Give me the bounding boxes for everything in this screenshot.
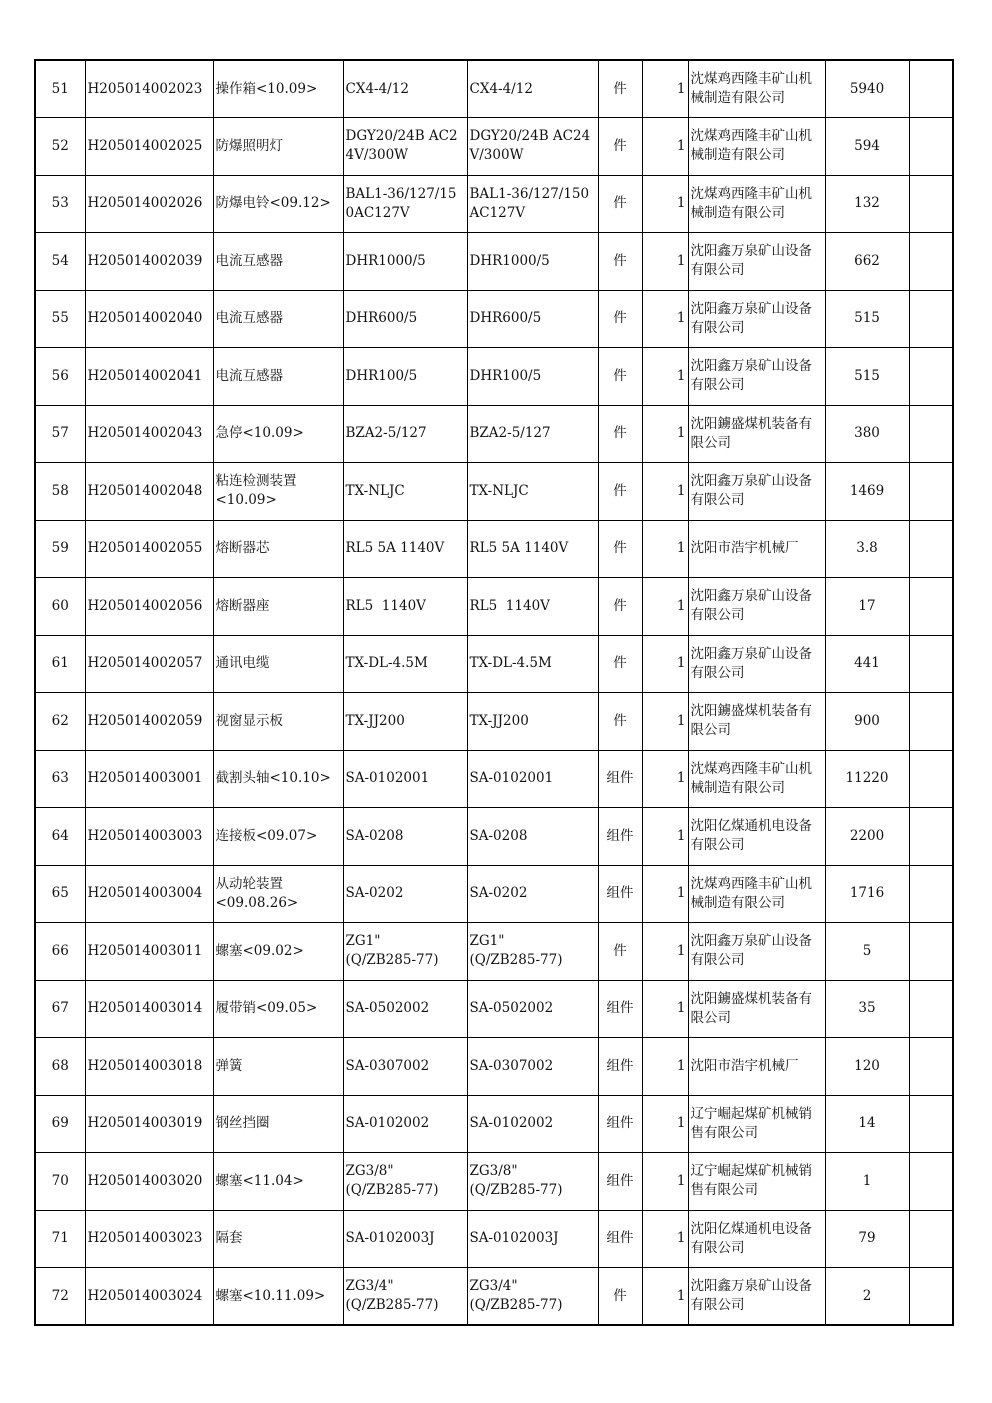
item-price: 5940 <box>825 60 909 118</box>
item-code: H205014003019 <box>85 1095 213 1153</box>
item-spec: SA-0208 <box>343 808 467 866</box>
item-remark <box>909 1038 953 1096</box>
item-model: DGY20/24B AC24V/300W <box>467 118 598 176</box>
item-unit: 件 <box>598 693 642 751</box>
item-unit: 件 <box>598 233 642 291</box>
item-name: 电流互感器 <box>213 233 343 291</box>
table-row <box>35 1268 953 1326</box>
table-row <box>35 980 953 1038</box>
item-name: 连接板<09.07> <box>213 808 343 866</box>
item-name: 操作箱<10.09> <box>213 60 343 118</box>
item-spec: SA-0202 <box>343 865 467 923</box>
item-model: CX4-4/12 <box>467 60 598 118</box>
item-code: H205014003011 <box>85 923 213 981</box>
item-quantity: 1 <box>642 1153 688 1211</box>
row-number: 61 <box>35 635 85 693</box>
item-unit: 件 <box>598 175 642 233</box>
row-number: 60 <box>35 578 85 636</box>
item-price: 515 <box>825 348 909 406</box>
item-name: 粘连检测装置<10.09> <box>213 463 343 521</box>
item-model: ZG3/8" (Q/ZB285-77) <box>467 1153 598 1211</box>
item-spec: CX4-4/12 <box>343 60 467 118</box>
item-price: 594 <box>825 118 909 176</box>
item-supplier: 沈阳亿煤通机电设备有限公司 <box>688 808 825 866</box>
item-price: 515 <box>825 290 909 348</box>
item-spec: ZG3/8" (Q/ZB285-77) <box>343 1153 467 1211</box>
table-row <box>35 463 953 521</box>
item-unit: 件 <box>598 290 642 348</box>
item-supplier: 沈阳亿煤通机电设备有限公司 <box>688 1210 825 1268</box>
item-unit: 件 <box>598 635 642 693</box>
item-quantity: 1 <box>642 808 688 866</box>
item-remark <box>909 463 953 521</box>
row-number: 63 <box>35 750 85 808</box>
item-quantity: 1 <box>642 1038 688 1096</box>
item-quantity: 1 <box>642 463 688 521</box>
item-price: 380 <box>825 405 909 463</box>
item-quantity: 1 <box>642 175 688 233</box>
item-price: 1716 <box>825 865 909 923</box>
item-quantity: 1 <box>642 405 688 463</box>
item-code: H205014003018 <box>85 1038 213 1096</box>
item-price: 17 <box>825 578 909 636</box>
item-spec: RL5 1140V <box>343 578 467 636</box>
row-number: 67 <box>35 980 85 1038</box>
item-model: TX-JJ200 <box>467 693 598 751</box>
item-quantity: 1 <box>642 693 688 751</box>
item-remark <box>909 1210 953 1268</box>
item-supplier: 沈阳鑫万泉矿山设备有限公司 <box>688 635 825 693</box>
item-unit: 组件 <box>598 980 642 1038</box>
item-code: H205014003020 <box>85 1153 213 1211</box>
parts-table <box>34 59 954 1326</box>
table-row <box>35 750 953 808</box>
item-price: 132 <box>825 175 909 233</box>
item-remark <box>909 923 953 981</box>
item-model: BAL1-36/127/150AC127V <box>467 175 598 233</box>
item-remark <box>909 750 953 808</box>
item-spec: TX-DL-4.5M <box>343 635 467 693</box>
item-spec: DHR600/5 <box>343 290 467 348</box>
item-unit: 组件 <box>598 1095 642 1153</box>
item-model: SA-0102001 <box>467 750 598 808</box>
item-code: H205014002056 <box>85 578 213 636</box>
item-code: H205014002026 <box>85 175 213 233</box>
row-number: 57 <box>35 405 85 463</box>
item-quantity: 1 <box>642 290 688 348</box>
table-row <box>35 923 953 981</box>
row-number: 55 <box>35 290 85 348</box>
item-unit: 组件 <box>598 808 642 866</box>
item-remark <box>909 60 953 118</box>
item-code: H205014002039 <box>85 233 213 291</box>
item-unit: 件 <box>598 1268 642 1326</box>
item-unit: 件 <box>598 463 642 521</box>
item-remark <box>909 405 953 463</box>
item-spec: BZA2-5/127 <box>343 405 467 463</box>
item-quantity: 1 <box>642 750 688 808</box>
item-name: 防爆电铃<09.12> <box>213 175 343 233</box>
item-supplier: 沈阳鑫万泉矿山设备有限公司 <box>688 348 825 406</box>
table-row <box>35 1095 953 1153</box>
item-code: H205014002057 <box>85 635 213 693</box>
row-number: 59 <box>35 520 85 578</box>
item-name: 急停<10.09> <box>213 405 343 463</box>
item-price: 11220 <box>825 750 909 808</box>
item-unit: 组件 <box>598 750 642 808</box>
item-model: DHR100/5 <box>467 348 598 406</box>
item-unit: 件 <box>598 578 642 636</box>
item-remark <box>909 520 953 578</box>
table-row <box>35 1153 953 1211</box>
item-unit: 件 <box>598 348 642 406</box>
item-spec: DHR1000/5 <box>343 233 467 291</box>
item-name: 防爆照明灯 <box>213 118 343 176</box>
row-number: 54 <box>35 233 85 291</box>
row-number: 65 <box>35 865 85 923</box>
table-row <box>35 520 953 578</box>
item-remark <box>909 693 953 751</box>
item-quantity: 1 <box>642 348 688 406</box>
item-price: 14 <box>825 1095 909 1153</box>
item-unit: 件 <box>598 405 642 463</box>
item-spec: SA-0307002 <box>343 1038 467 1096</box>
item-supplier: 沈阳鑫万泉矿山设备有限公司 <box>688 923 825 981</box>
table-row <box>35 348 953 406</box>
item-price: 2200 <box>825 808 909 866</box>
item-spec: SA-0102002 <box>343 1095 467 1153</box>
row-number: 62 <box>35 693 85 751</box>
item-unit: 件 <box>598 118 642 176</box>
item-supplier: 沈煤鸡西隆丰矿山机械制造有限公司 <box>688 60 825 118</box>
item-spec: ZG1" (Q/ZB285-77) <box>343 923 467 981</box>
item-code: H205014003014 <box>85 980 213 1038</box>
item-name: 螺塞<10.11.09> <box>213 1268 343 1326</box>
item-name: 电流互感器 <box>213 290 343 348</box>
table-row <box>35 60 953 118</box>
item-model: BZA2-5/127 <box>467 405 598 463</box>
item-remark <box>909 1153 953 1211</box>
row-number: 69 <box>35 1095 85 1153</box>
item-quantity: 1 <box>642 865 688 923</box>
item-supplier: 沈阳鑫万泉矿山设备有限公司 <box>688 233 825 291</box>
item-code: H205014002043 <box>85 405 213 463</box>
row-number: 66 <box>35 923 85 981</box>
item-spec: TX-NLJC <box>343 463 467 521</box>
item-code: H205014003001 <box>85 750 213 808</box>
table-row <box>35 233 953 291</box>
row-number: 51 <box>35 60 85 118</box>
item-name: 螺塞<11.04> <box>213 1153 343 1211</box>
row-number: 72 <box>35 1268 85 1326</box>
item-model: TX-NLJC <box>467 463 598 521</box>
item-supplier: 沈阳鑫万泉矿山设备有限公司 <box>688 463 825 521</box>
table-row <box>35 578 953 636</box>
item-name: 从动轮装置<09.08.26> <box>213 865 343 923</box>
item-unit: 组件 <box>598 1153 642 1211</box>
item-unit: 件 <box>598 520 642 578</box>
table-row <box>35 290 953 348</box>
item-quantity: 1 <box>642 1095 688 1153</box>
item-remark <box>909 348 953 406</box>
item-name: 电流互感器 <box>213 348 343 406</box>
item-price: 1469 <box>825 463 909 521</box>
item-code: H205014003004 <box>85 865 213 923</box>
item-remark <box>909 578 953 636</box>
item-price: 3.8 <box>825 520 909 578</box>
item-supplier: 辽宁崛起煤矿机械销售有限公司 <box>688 1095 825 1153</box>
item-code: H205014002048 <box>85 463 213 521</box>
item-quantity: 1 <box>642 520 688 578</box>
item-model: SA-0202 <box>467 865 598 923</box>
item-price: 79 <box>825 1210 909 1268</box>
item-price: 2 <box>825 1268 909 1326</box>
item-code: H205014002040 <box>85 290 213 348</box>
item-model: DHR600/5 <box>467 290 598 348</box>
item-supplier: 沈煤鸡西隆丰矿山机械制造有限公司 <box>688 865 825 923</box>
item-unit: 件 <box>598 60 642 118</box>
item-remark <box>909 865 953 923</box>
item-model: ZG3/4" (Q/ZB285-77) <box>467 1268 598 1326</box>
item-quantity: 1 <box>642 923 688 981</box>
item-spec: ZG3/4" (Q/ZB285-77) <box>343 1268 467 1326</box>
item-model: ZG1" (Q/ZB285-77) <box>467 923 598 981</box>
item-supplier: 沈阳市浩宇机械厂 <box>688 520 825 578</box>
item-quantity: 1 <box>642 60 688 118</box>
item-remark <box>909 980 953 1038</box>
table-row <box>35 865 953 923</box>
row-number: 58 <box>35 463 85 521</box>
item-model: SA-0102002 <box>467 1095 598 1153</box>
item-spec: SA-0102003J <box>343 1210 467 1268</box>
item-code: H205014002023 <box>85 60 213 118</box>
item-remark <box>909 808 953 866</box>
item-unit: 组件 <box>598 1210 642 1268</box>
item-code: H205014003003 <box>85 808 213 866</box>
item-code: H205014003023 <box>85 1210 213 1268</box>
item-remark <box>909 233 953 291</box>
item-model: TX-DL-4.5M <box>467 635 598 693</box>
item-price: 120 <box>825 1038 909 1096</box>
item-model: SA-0208 <box>467 808 598 866</box>
item-model: SA-0307002 <box>467 1038 598 1096</box>
table-row <box>35 1038 953 1096</box>
item-name: 钢丝挡圈 <box>213 1095 343 1153</box>
item-remark <box>909 118 953 176</box>
item-remark <box>909 175 953 233</box>
item-code: H205014003024 <box>85 1268 213 1326</box>
item-supplier: 沈阳鑫万泉矿山设备有限公司 <box>688 1268 825 1326</box>
table-row <box>35 808 953 866</box>
item-unit: 组件 <box>598 1038 642 1096</box>
item-code: H205014002055 <box>85 520 213 578</box>
table-row <box>35 635 953 693</box>
table-row <box>35 1210 953 1268</box>
item-unit: 组件 <box>598 865 642 923</box>
item-quantity: 1 <box>642 980 688 1038</box>
item-remark <box>909 290 953 348</box>
row-number: 64 <box>35 808 85 866</box>
item-remark <box>909 1268 953 1326</box>
table-row <box>35 118 953 176</box>
item-price: 900 <box>825 693 909 751</box>
table-row <box>35 175 953 233</box>
row-number: 52 <box>35 118 85 176</box>
row-number: 70 <box>35 1153 85 1211</box>
item-spec: RL5 5A 1140V <box>343 520 467 578</box>
item-quantity: 1 <box>642 578 688 636</box>
item-quantity: 1 <box>642 1210 688 1268</box>
item-model: RL5 5A 1140V <box>467 520 598 578</box>
item-supplier: 沈阳鐪盛煤机装备有限公司 <box>688 405 825 463</box>
item-spec: TX-JJ200 <box>343 693 467 751</box>
item-quantity: 1 <box>642 118 688 176</box>
item-price: 35 <box>825 980 909 1038</box>
row-number: 56 <box>35 348 85 406</box>
item-supplier: 沈煤鸡西隆丰矿山机械制造有限公司 <box>688 175 825 233</box>
row-number: 53 <box>35 175 85 233</box>
row-number: 68 <box>35 1038 85 1096</box>
item-spec: DGY20/24B AC24V/300W <box>343 118 467 176</box>
item-name: 视窗显示板 <box>213 693 343 751</box>
item-model: RL5 1140V <box>467 578 598 636</box>
item-price: 441 <box>825 635 909 693</box>
item-code: H205014002059 <box>85 693 213 751</box>
item-supplier: 沈阳鐪盛煤机装备有限公司 <box>688 980 825 1038</box>
item-quantity: 1 <box>642 1268 688 1326</box>
item-price: 1 <box>825 1153 909 1211</box>
item-quantity: 1 <box>642 635 688 693</box>
item-remark <box>909 1095 953 1153</box>
item-model: DHR1000/5 <box>467 233 598 291</box>
item-supplier: 沈阳鑫万泉矿山设备有限公司 <box>688 290 825 348</box>
item-model: SA-0502002 <box>467 980 598 1038</box>
item-quantity: 1 <box>642 233 688 291</box>
item-supplier: 沈煤鸡西隆丰矿山机械制造有限公司 <box>688 118 825 176</box>
item-name: 熔断器座 <box>213 578 343 636</box>
item-name: 螺塞<09.02> <box>213 923 343 981</box>
item-unit: 件 <box>598 923 642 981</box>
table-row <box>35 405 953 463</box>
item-name: 截割头轴<10.10> <box>213 750 343 808</box>
item-code: H205014002041 <box>85 348 213 406</box>
item-code: H205014002025 <box>85 118 213 176</box>
item-name: 熔断器芯 <box>213 520 343 578</box>
item-spec: SA-0102001 <box>343 750 467 808</box>
item-supplier: 辽宁崛起煤矿机械销售有限公司 <box>688 1153 825 1211</box>
table-body <box>35 60 953 1325</box>
item-supplier: 沈阳鑫万泉矿山设备有限公司 <box>688 578 825 636</box>
item-spec: SA-0502002 <box>343 980 467 1038</box>
item-supplier: 沈阳鐪盛煤机装备有限公司 <box>688 693 825 751</box>
item-name: 隔套 <box>213 1210 343 1268</box>
item-supplier: 沈阳市浩宇机械厂 <box>688 1038 825 1096</box>
item-model: SA-0102003J <box>467 1210 598 1268</box>
item-name: 弹簧 <box>213 1038 343 1096</box>
item-name: 履带销<09.05> <box>213 980 343 1038</box>
item-spec: DHR100/5 <box>343 348 467 406</box>
item-name: 通讯电缆 <box>213 635 343 693</box>
item-price: 662 <box>825 233 909 291</box>
item-remark <box>909 635 953 693</box>
row-number: 71 <box>35 1210 85 1268</box>
table-row <box>35 693 953 751</box>
item-price: 5 <box>825 923 909 981</box>
item-supplier: 沈煤鸡西隆丰矿山机械制造有限公司 <box>688 750 825 808</box>
item-spec: BAL1-36/127/150AC127V <box>343 175 467 233</box>
